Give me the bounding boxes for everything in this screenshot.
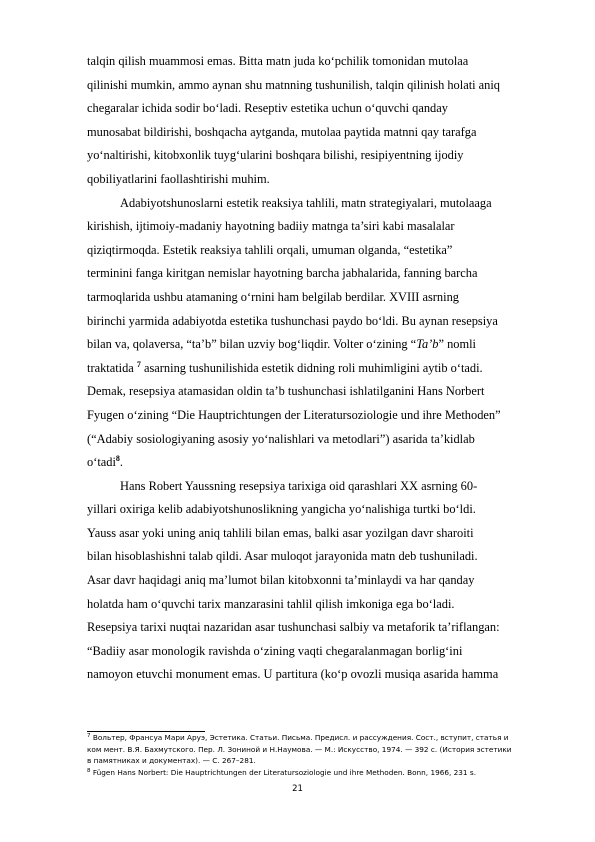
text-line: holatda ham o‘quvchi tarix manzarasini tahlil qilish imkoniga ega bo‘ladi. xyxy=(87,596,455,611)
text-line xyxy=(87,333,551,357)
footnote-text: ком мент. В.Я. Бахмутского. Пер. Л. Зониной и Н.Наумова. — М.: Искусство, 1974. — 392 с. (История эстетики xyxy=(87,744,512,754)
text-segment: asarning tushunilishida estetik didning roli muhimligini aytib o‘tadi. xyxy=(140,360,483,375)
text-line: qilinishi mumkin, ammo aynan shu matnning tushunilish, talqin qilinish holati aniq xyxy=(87,77,501,92)
text-line: qobiliyatlarini faollashtirishi muhim. xyxy=(87,171,270,186)
text-line: Yauss asar yoki uning aniq tahlili bilan emas, balki asar yozilgan davr sharoiti xyxy=(87,525,474,540)
text-line: birinchi yarmida adabiyotda estetika tushunchasi paydo bo‘ldi. Bu aynan resepsiya xyxy=(87,313,498,328)
text-line: yo‘naltirishi, kitobxonlik tuyg‘ularini boshqara bilishi, resipiyentning ijodiy xyxy=(87,148,464,163)
text-line xyxy=(87,451,551,475)
footnote-number: 8 xyxy=(87,767,91,774)
text-line: bilan hisoblashishni talab qildi. Asar muloqot jarayonida matn deb tushuniladi. xyxy=(87,549,478,564)
italic-title: Ta’b xyxy=(416,337,439,352)
text-line: “Badiiy asar monologik ravishda o‘zining vaqti chegaralanmagan borlig‘ini xyxy=(87,643,463,658)
text-line: Resepsiya tarixi nuqtai nazaridan asar tushunchasi salbiy va metaforik ta’riflangan: xyxy=(87,620,500,635)
text-line: Hans Robert Yaussning resepsiya tarixiga oid qarashlari XX asrning 60- xyxy=(120,478,478,493)
text-line: munosabat bildirishi, boshqacha aytganda, mutolaa paytida matnni qay tarafga xyxy=(87,124,477,139)
text-line: Fyugen o‘zining “Die Hauptrichtungen der Literatursoziologie und ihre Methoden” xyxy=(87,407,501,422)
footnote-text: Вольтер, Франсуа Мари Аруэ, Эстетика. Статьи. Письма. Предисл. и рассуждения. Сост., вступит, статья и xyxy=(92,733,509,742)
text-line: yillari oxiriga kelib adabiyotshunoslikning yangicha yo‘nalishiga turtki bo‘ldi. xyxy=(87,502,476,517)
footnote-number: 7 xyxy=(87,733,91,739)
footnotes xyxy=(87,732,551,778)
text-line: kirishish, ijtimoiy-madaniy hayotning badiiy matnga ta’siri kabi masalalar xyxy=(87,219,455,234)
text-segment: o‘tadi xyxy=(87,455,116,470)
footnote-ref-7[interactable]: 7 xyxy=(136,359,141,369)
footnote-text: в памятниках и документах). — С. 267–281. xyxy=(87,756,256,766)
text-segment: ” nomli xyxy=(438,337,476,352)
text-line: chegaralar ichida sodir bo‘ladi. Reseptiv estetika uchun o‘quvchi qanday xyxy=(87,101,448,116)
page-number: 21 xyxy=(292,784,303,794)
text-segment: . xyxy=(119,455,124,470)
text-line: (“Adabiy sosiologiyaning asosiy yo‘nalishlari va metodlari”) asarida ta’kidlab xyxy=(87,431,475,446)
text-line: qiziqtirmoqda. Estetik reaksiya tahlili orqali, umuman olganda, “estetika” xyxy=(87,242,453,257)
text-line: terminini fanga kiritgan nemislar hayotning barcha jabhalarida, fanning barcha xyxy=(87,266,478,281)
main-text xyxy=(87,50,551,687)
text-line: namoyon etuvchi monument emas. U partitura (ko‘p ovozli musiqa asarida hamma xyxy=(87,667,499,682)
text-line: tarmoqlarida ushbu atamaning o‘rnini ham belgilab berdilar. XVIII asrning xyxy=(87,289,459,304)
footnote-8 xyxy=(87,767,551,779)
text-line: talqin qilish muammosi emas. Bitta matn juda ko‘pchilik tomonidan mutolaa xyxy=(87,54,469,68)
footnote-text: Fügen Hans Norbert: Die Hauptrichtungen der Literatursoziologie und ihre Methoden. Bonn, 1966, 231 s. xyxy=(92,767,477,777)
text-segment: bilan va, qolaversa, “ta’b” bilan uzviy bog‘liqdir. Volter o‘zining “ xyxy=(87,337,417,352)
footnote-7 xyxy=(87,732,551,744)
footnote-ref-8[interactable]: 8 xyxy=(115,454,120,464)
text-line: Adabiyotshunoslarni estetik reaksiya tahlili, matn strategiyalari, mutolaaga xyxy=(120,195,492,210)
text-line: Demak, resepsiya atamasidan oldin ta’b tushunchasi ishlatilganini Hans Norbert xyxy=(87,384,485,399)
text-segment: traktatida xyxy=(87,360,137,375)
text-line: Asar davr haqidagi aniq ma’lumot bilan kitobxonni ta’minlaydi va har qanday xyxy=(87,573,475,588)
text-line xyxy=(87,357,551,381)
